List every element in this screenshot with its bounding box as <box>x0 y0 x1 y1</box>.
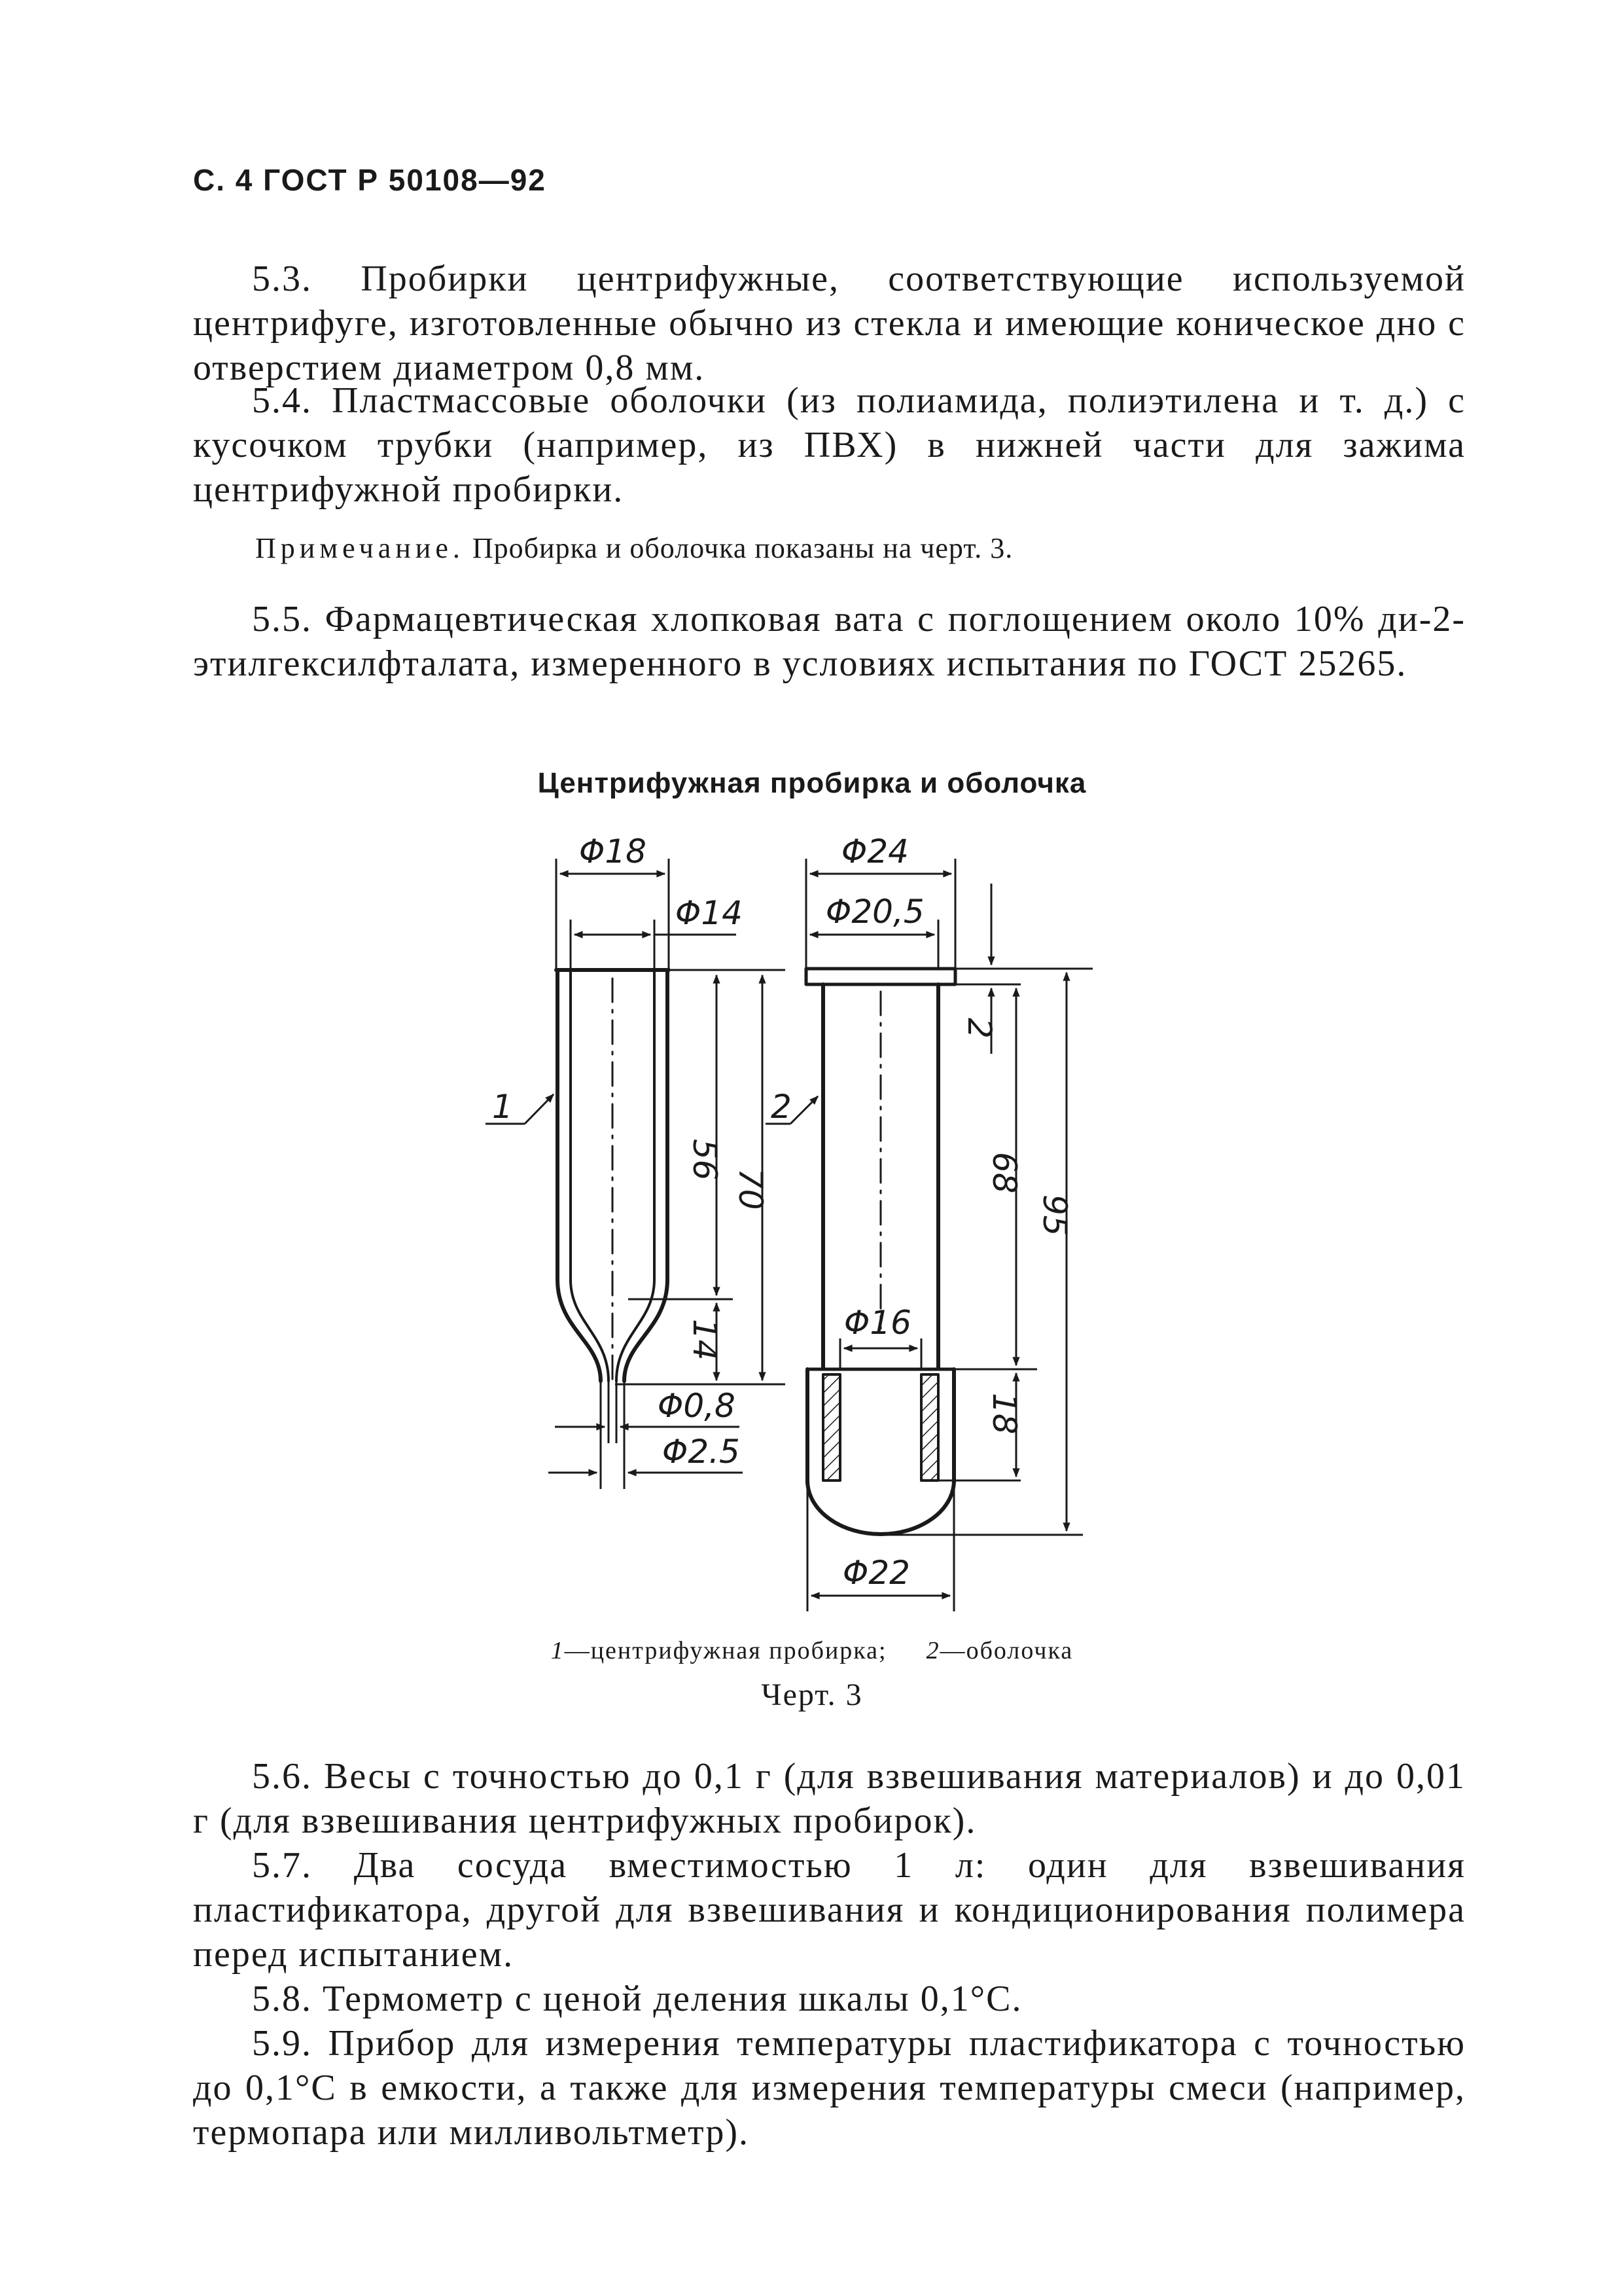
dim-14: 14 <box>686 1319 724 1361</box>
figure-caption <box>0 1636 1624 1665</box>
dim-70: 70 <box>732 1168 769 1210</box>
note-label: Примечание. <box>255 532 465 564</box>
page-header: С. 4 ГОСТ Р 50108—92 <box>193 163 546 197</box>
paragraph-5-6: 5.6. Весы с точностью до 0,1 г (для взвешивания материалов) и до 0,01 г (для взвешивания центрифужных пробирок). <box>193 1756 1466 1841</box>
paragraph-5-5: 5.5. Фармацевтическая хлопковая вата с поглощением около 10% ди-2-этилгексилфталата, измеренного в условиях испытания по ГОСТ 25265. <box>193 599 1466 684</box>
dim-d18: Φ18 <box>579 833 646 870</box>
dim-d2-5: Φ2.5 <box>662 1433 740 1471</box>
figure-title: Центрифужная пробирка и оболочка <box>537 767 1087 799</box>
note-text: Пробирка и оболочка показаны на черт. 3. <box>472 532 1014 564</box>
paragraph-5-3: 5.3. Пробирки центрифужные, соответствующие используемой центрифуге, изготовленные обычно из стекла и имеющие коническое дно с отверстием диаметром 0,8 мм. <box>193 259 1466 388</box>
caption-num-2: 2 <box>926 1637 940 1664</box>
paragraph-5-7: 5.7. Два сосуда вместимостью 1 л: один для взвешивания пластификатора, другой для взвешивания и кондиционирования полимера перед испытанием. <box>193 1845 1466 1975</box>
paragraph-5-8: 5.8. Термометр с ценой деления шкалы 0,1°С. <box>252 1979 1023 2019</box>
dim-d22: Φ22 <box>843 1554 910 1592</box>
paragraph-5-9: 5.9. Прибор для измерения температуры пластификатора с точностью до 0,1°С в емкости, а также для измерения температуры смеси (например, термопара или милливольтметр). <box>193 2023 1466 2153</box>
caption-text-1: —центрифужная пробирка; <box>564 1637 887 1664</box>
dim-18: 18 <box>985 1393 1023 1435</box>
dim-d16: Φ16 <box>844 1304 911 1342</box>
leader-1-label: 1 <box>492 1088 513 1126</box>
dim-68: 68 <box>985 1152 1023 1194</box>
leader-2-label: 2 <box>771 1088 792 1126</box>
shell <box>806 969 955 1534</box>
centrifuge-tube <box>556 970 669 1384</box>
dim-d20-5: Φ20,5 <box>826 893 925 931</box>
figure-number: Черт. 3 <box>761 1677 863 1712</box>
paragraph-5-4: 5.4. Пластмассовые оболочки (из полиамида, полиэтилена и т. д.) с кусочком трубки (например, из ПВХ) в нижней части для зажима центрифужной пробирки. <box>193 380 1466 510</box>
dim-d0-8: Φ0,8 <box>658 1387 735 1425</box>
caption-num-1: 1 <box>550 1637 565 1664</box>
dim-2: 2 <box>961 1018 998 1039</box>
dim-d24: Φ24 <box>841 833 909 870</box>
dim-56: 56 <box>686 1139 724 1181</box>
caption-text-2: —оболочка <box>940 1637 1074 1664</box>
dim-95: 95 <box>1036 1194 1074 1236</box>
dim-d14: Φ14 <box>675 894 743 932</box>
